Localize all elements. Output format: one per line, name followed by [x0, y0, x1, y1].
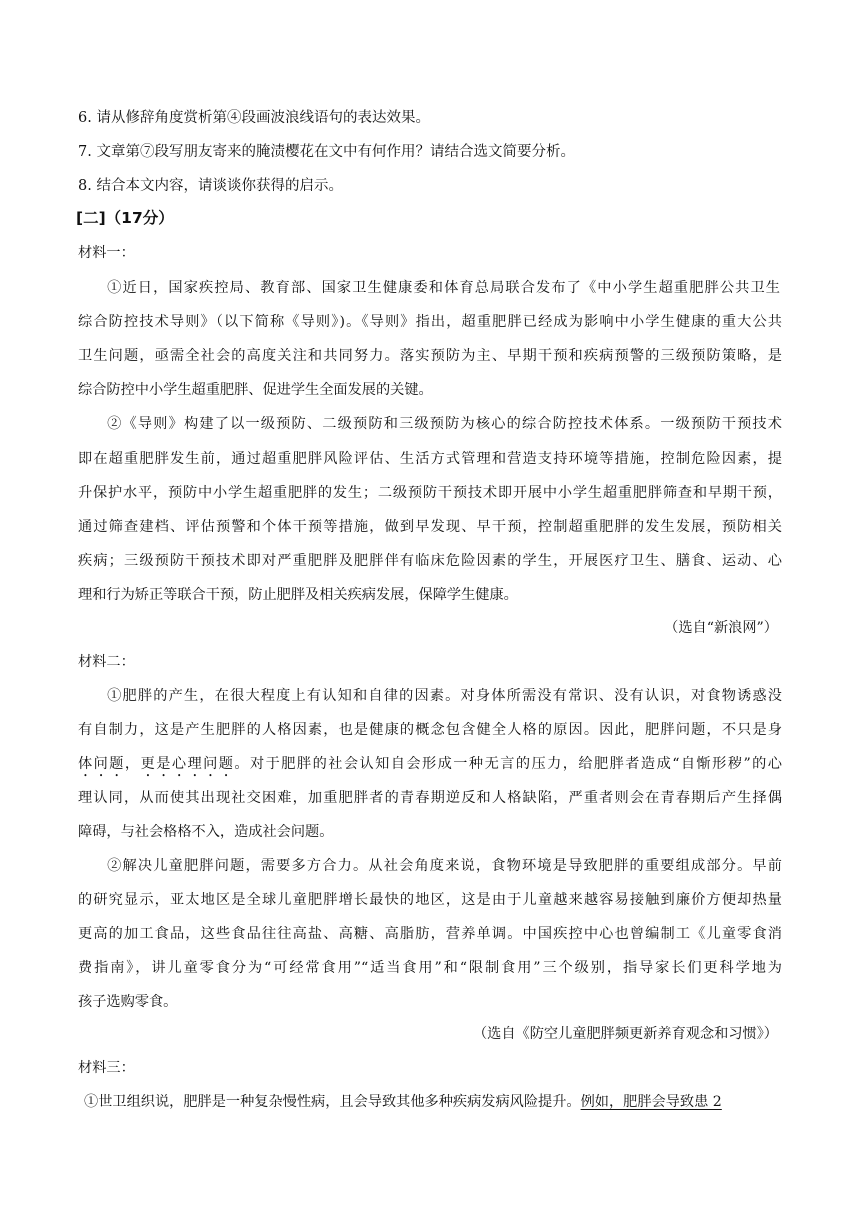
material3-p1-line1: ①世卫组织说，肥胖是一种复杂慢性病，且会导致其他多种疾病发病风险提升。例如，肥胖会导致患 2: [84, 1094, 722, 1110]
material2-p2-line1: ②解决儿童肥胖问题，需要多方合力。从社会角度来说，食物环境是导致肥胖的重要组成部分。早前: [106, 858, 782, 874]
material1-source: （选自“新浪网”）: [664, 620, 778, 636]
material1-p2-line6: 理和行为矫正等联合干预，防止肥胖及相关疾病发展，保障学生健康。: [78, 587, 518, 603]
material1-p1-line2: 综合防控技术导则》（以下简称《导则》)。《导则》指出，超重肥胖已经成为影响中小学生健康的重大公共: [78, 314, 782, 330]
material1-p2-line3: 升保护水平，预防中小学生超重肥胖的发生；二级预防干预技术即开展中小学生超重肥胖筛查和早期干预，: [78, 485, 782, 501]
material1-p2-line1: ②《导则》构建了以一级预防、二级预防和三级预防为核心的综合防控技术体系。一级预防干预技术: [106, 416, 782, 432]
dotted-phrase-body: 体问题: [78, 756, 125, 772]
material2-p1-line4: 理认同，从而使其出现社交困难，加重肥胖者的青春期逆反和人格缺陷，严重者则会在青春期后产生择偶: [78, 790, 782, 806]
material3-label: 材料三：: [78, 1060, 135, 1076]
question-6: 6. 请从修辞角度赏析第④段画波浪线语句的表达效果。: [78, 110, 430, 126]
material1-p1-line1: ①近日，国家疾控局、教育部、国家卫生健康委和体育总局联合发布了《中小学生超重肥胖公共卫生: [106, 280, 780, 296]
material2-p2-line2: 的研究显示，亚太地区是全球儿童肥胖增长最快的地区，这是由于儿童越来越容易接触到廉价方便却热量: [78, 892, 782, 908]
material2-p1-line3: 体问题，更是心理问题。对于肥胖的社会认知自会形成一种无言的压力，给肥胖者造成“自惭形秽”的心: [78, 756, 782, 772]
material2-p2-line4: 费指南》，讲儿童零食分为“可经常食用”“适当食用”和“限制食用”三个级别，指导家长们更科学地为: [78, 960, 782, 976]
section-heading: [二]（17分）: [76, 209, 174, 227]
material1-label: 材料一：: [78, 245, 135, 261]
material2-p2-line5: 孩子选购零食。: [78, 994, 178, 1010]
question-7: 7. 文章第⑦段写朋友寄来的腌渍樱花在文中有何作用？请结合选文简要分析。: [78, 144, 575, 160]
material1-p2-line5: 疾病；三级预防干预技术即对严重肥胖及肥胖伴有临床危险因素的学生，开展医疗卫生、膳食、运动、心: [78, 553, 782, 569]
material1-p2-line4: 通过筛查建档、评估预警和个体干预等措施，做到早发现、早干预，控制超重肥胖的发生发展，预防相关: [78, 519, 782, 535]
dotted-phrase-mind: 更是心理问题: [140, 756, 235, 772]
material2-p2-line3: 更高的加工食品，这些食品往往高盐、高糖、高脂肪，营养单调。中国疾控中心也曾编制工《儿童零食消: [78, 926, 782, 942]
material2-p1-line2: 有自制力，这是产生肥胖的人格因素，也是健康的概念包含健全人格的原因。因此，肥胖问题，不只是身: [78, 722, 782, 738]
material1-p1-line3: 卫生问题，亟需全社会的高度关注和共同努力。落实预防为主、早期干预和疾病预警的三级预防策略，是: [78, 348, 782, 364]
question-8: 8. 结合本文内容，请谈谈你获得的启示。: [78, 178, 343, 194]
material2-source: （选自《防空儿童肥胖频更新养育观念和习惯》）: [472, 1026, 778, 1042]
material1-p1-line4: 综合防控中小学生超重肥胖、促进学生全面发展的关键。: [78, 382, 433, 398]
material2-label: 材料二：: [78, 654, 135, 670]
underlined-sentence: 例如，肥胖会导致患 2: [580, 1094, 722, 1110]
material1-p2-line2: 即在超重肥胖发生前，通过超重肥胖风险评估、生活方式管理和营造支持环境等措施，控制危险因素，提: [78, 451, 782, 467]
material2-p1-line5: 障碍，与社会格格不入，造成社会问题。: [78, 824, 334, 840]
material2-p1-line1: ①肥胖的产生，在很大程度上有认知和自律的因素。对身体所需没有常识、没有认识，对食物诱惑没: [106, 688, 782, 704]
